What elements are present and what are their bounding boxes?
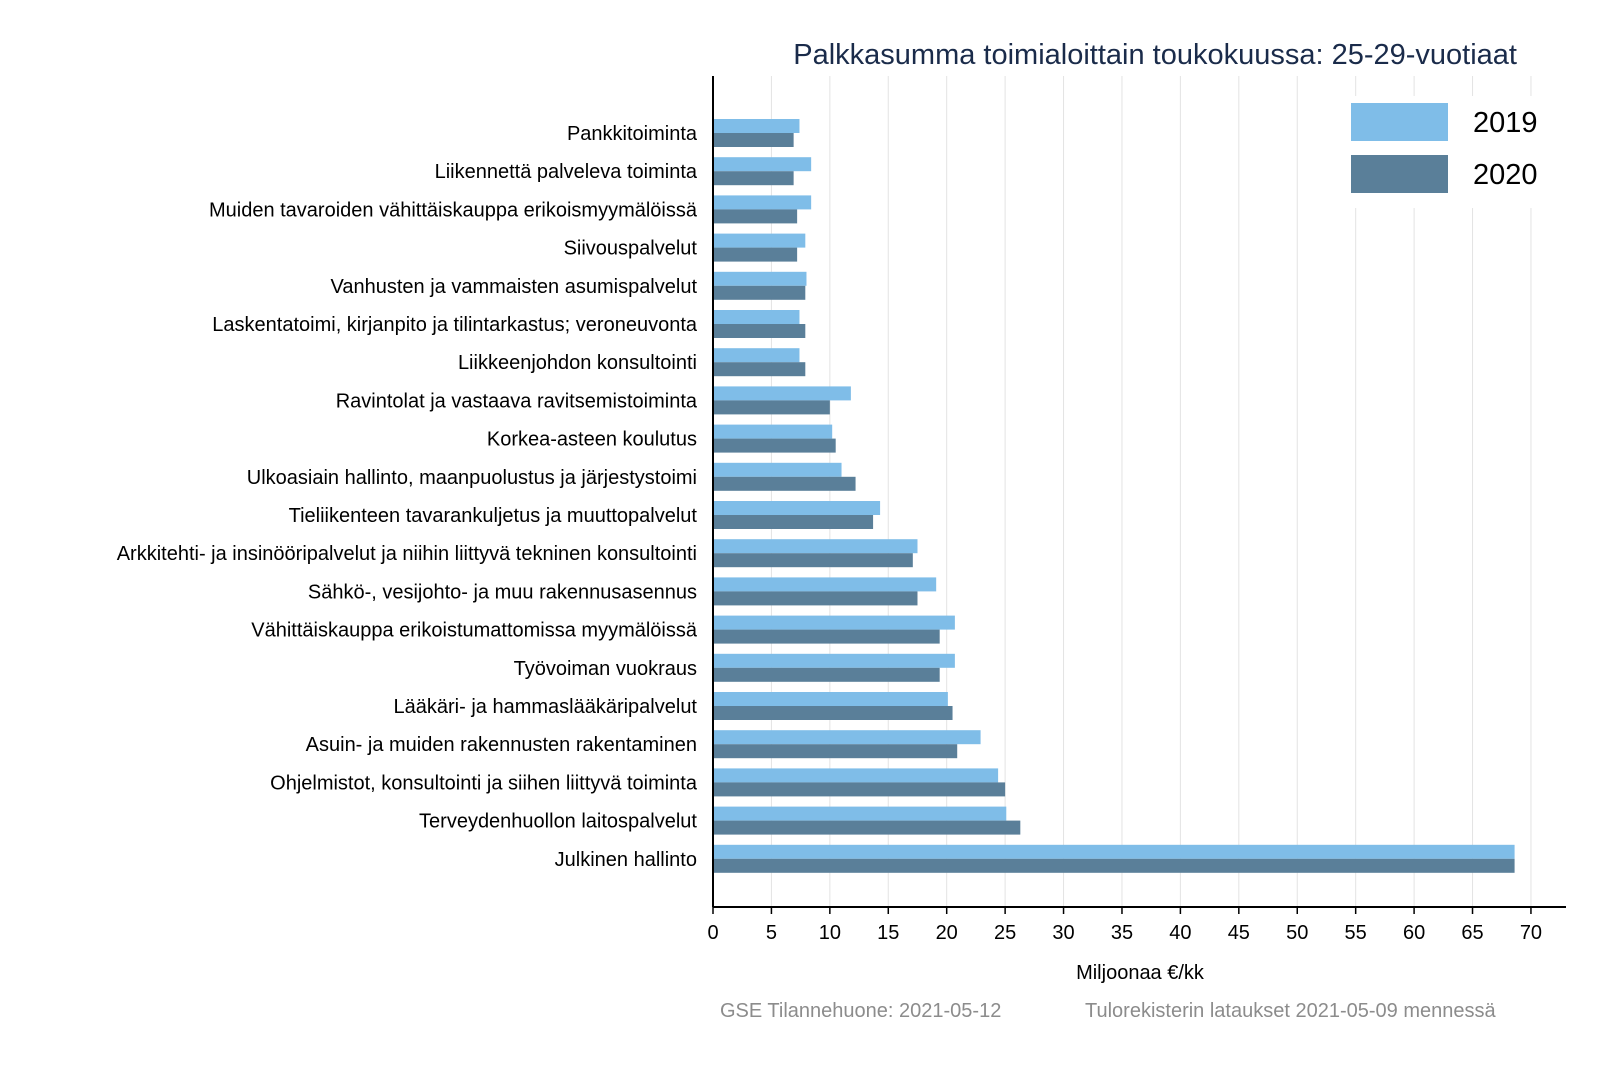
category-label: Tieliikenteen tavarankuljetus ja muuttopalvelut bbox=[288, 505, 697, 527]
x-tick-label: 30 bbox=[1052, 922, 1075, 944]
bar-2019 bbox=[713, 501, 880, 515]
bar-2019 bbox=[713, 577, 936, 591]
x-tick-label: 10 bbox=[818, 922, 841, 944]
category-label: Vanhusten ja vammaisten asumispalvelut bbox=[330, 275, 697, 298]
x-tick-label: 60 bbox=[1402, 922, 1426, 944]
x-tick-label: 50 bbox=[1286, 922, 1309, 944]
legend-swatch bbox=[1351, 103, 1448, 141]
category-label: Siivouspalvelut bbox=[563, 237, 697, 260]
bar-2020 bbox=[713, 439, 836, 453]
bar-2019 bbox=[713, 692, 948, 706]
bar-2019 bbox=[713, 616, 955, 630]
category-label: Muiden tavaroiden vähittäiskauppa erikoismyymälöissä bbox=[208, 199, 697, 222]
bar-2019 bbox=[713, 463, 842, 477]
bar-2020 bbox=[713, 324, 805, 338]
bar-2019 bbox=[713, 425, 832, 439]
bar-2020 bbox=[713, 706, 953, 720]
bar-2020 bbox=[713, 821, 1020, 835]
bar-2019 bbox=[713, 157, 811, 171]
x-tick-label: 55 bbox=[1344, 922, 1367, 944]
category-label: Liikkeenjohdon konsultointi bbox=[457, 352, 697, 375]
bar-2020 bbox=[713, 744, 957, 758]
category-label: Asuin- ja muiden rakennusten rakentaminen bbox=[305, 734, 697, 757]
category-label: Vähittäiskauppa erikoistumattomissa myymälöissä bbox=[251, 619, 697, 642]
bar-2019 bbox=[713, 119, 799, 133]
x-tick-label: 15 bbox=[877, 922, 900, 944]
x-tick-label: 70 bbox=[1519, 922, 1543, 944]
category-label: Arkkitehti- ja insinööripalvelut ja niihin liittyvä tekninen konsultointi bbox=[116, 543, 697, 566]
legend-label: 2020 bbox=[1473, 159, 1538, 191]
bar-2019 bbox=[713, 730, 981, 744]
bar-2019 bbox=[713, 386, 851, 400]
x-tick-label: 35 bbox=[1110, 922, 1134, 944]
bar-2019 bbox=[713, 234, 805, 248]
bar-2020 bbox=[713, 477, 856, 491]
bar-2020 bbox=[713, 209, 797, 223]
legend-label: 2019 bbox=[1473, 107, 1538, 139]
bar-2019 bbox=[713, 654, 955, 668]
category-label: Sähkö-, vesijohto- ja muu rakennusasennus bbox=[307, 581, 697, 604]
category-label: Julkinen hallinto bbox=[554, 848, 697, 871]
x-tick-label: 40 bbox=[1169, 922, 1192, 944]
category-label: Terveydenhuollon laitospalvelut bbox=[419, 810, 697, 833]
x-tick-label: 20 bbox=[935, 922, 958, 944]
category-label: Lääkäri- ja hammaslääkäripalvelut bbox=[393, 696, 697, 718]
source-note-right: Tulorekisterin lataukset 2021-05-09 mennessä bbox=[1085, 1000, 1496, 1022]
bar-2019 bbox=[713, 195, 811, 209]
bar-2020 bbox=[713, 591, 917, 605]
bar-2019 bbox=[713, 807, 1006, 821]
bar-2020 bbox=[713, 171, 794, 185]
category-label: Liikennettä palveleva toiminta bbox=[434, 161, 697, 184]
bar-2020 bbox=[713, 400, 830, 414]
category-label: Korkea-asteen koulutus bbox=[486, 428, 697, 451]
bar-2020 bbox=[713, 859, 1515, 873]
x-tick-label: 65 bbox=[1461, 922, 1484, 944]
bar-2020 bbox=[713, 362, 805, 376]
x-tick-label: 45 bbox=[1227, 922, 1250, 944]
bar-2019 bbox=[713, 272, 806, 286]
source-note-left: GSE Tilannehuone: 2021-05-12 bbox=[720, 1000, 1002, 1022]
bar-2019 bbox=[713, 768, 998, 782]
bar-2019 bbox=[713, 310, 799, 324]
chart-title: Palkkasumma toimialoittain toukokuussa: 25-29-vuotiaat bbox=[793, 39, 1517, 71]
legend-swatch bbox=[1351, 155, 1448, 193]
bars bbox=[713, 119, 1515, 873]
legend bbox=[1325, 96, 1565, 208]
category-label: Työvoiman vuokraus bbox=[513, 657, 697, 680]
bar-2020 bbox=[713, 553, 913, 567]
bar-2020 bbox=[713, 133, 794, 147]
bar-2020 bbox=[713, 286, 805, 300]
bar-2020 bbox=[713, 782, 1005, 796]
category-label: Ohjelmistot, konsultointi ja siihen liittyvä toiminta bbox=[270, 772, 697, 795]
x-axis-label: Miljoonaa €/kk bbox=[1076, 962, 1204, 984]
bar-2019 bbox=[713, 348, 799, 362]
bar-2020 bbox=[713, 248, 797, 262]
category-label: Ravintolat ja vastaava ravitsemistoiminta bbox=[335, 390, 697, 413]
x-tick-label: 0 bbox=[707, 922, 719, 944]
category-label: Laskentatoimi, kirjanpito ja tilintarkastus; veroneuvonta bbox=[212, 314, 697, 336]
category-label: Pankkitoiminta bbox=[566, 123, 697, 145]
bar-2019 bbox=[713, 845, 1515, 859]
bar-2019 bbox=[713, 539, 917, 553]
bar-2020 bbox=[713, 630, 940, 644]
bar-2020 bbox=[713, 668, 940, 682]
bar-2020 bbox=[713, 515, 873, 529]
x-tick-label: 5 bbox=[765, 922, 777, 944]
category-label: Ulkoasiain hallinto, maanpuolustus ja järjestystoimi bbox=[246, 466, 697, 489]
x-tick-label: 25 bbox=[993, 922, 1017, 944]
